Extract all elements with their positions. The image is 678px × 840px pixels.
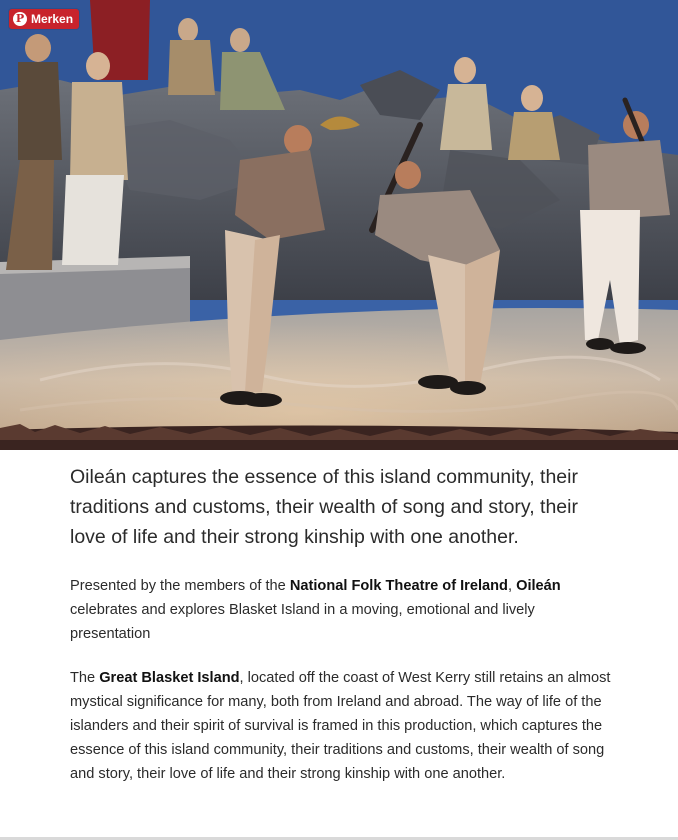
pinterest-icon: P [13, 12, 27, 26]
para1-separator: , [507, 578, 517, 594]
national-folk-theatre-link-text: National Folk Theatre of Ireland [289, 578, 508, 594]
great-blasket-bold-text: Great Blasket Island [99, 670, 240, 686]
article-body [70, 462, 615, 806]
para1-suffix: celebrates and explores Blasket Island in a moving, emotional and lively presentation [70, 602, 535, 642]
para2-prefix: The [70, 670, 100, 686]
oilean-bold-text: Oileán [516, 578, 561, 594]
pinterest-save-label: Merken [31, 12, 74, 26]
presented-by-paragraph [70, 574, 615, 646]
great-blasket-paragraph [70, 666, 615, 786]
para2-suffix: , located off the coast of West Kerry still retains an almost mystical significance for many, both from Ireland and abroad. The way of life of the islanders and their spirit of survival is framed in this production, which captures the essence of this island community, their traditions and customs, their wealth of song and story, their love of life and their strong kinship with one another. [70, 670, 611, 782]
para1-prefix: Presented by the members of the [70, 578, 290, 594]
pinterest-save-button[interactable] [9, 9, 79, 29]
lead-paragraph: Oileán captures the essence of this island community, their traditions and customs, their wealth of song and story, their love of life and their strong kinship with one another. [70, 466, 578, 548]
